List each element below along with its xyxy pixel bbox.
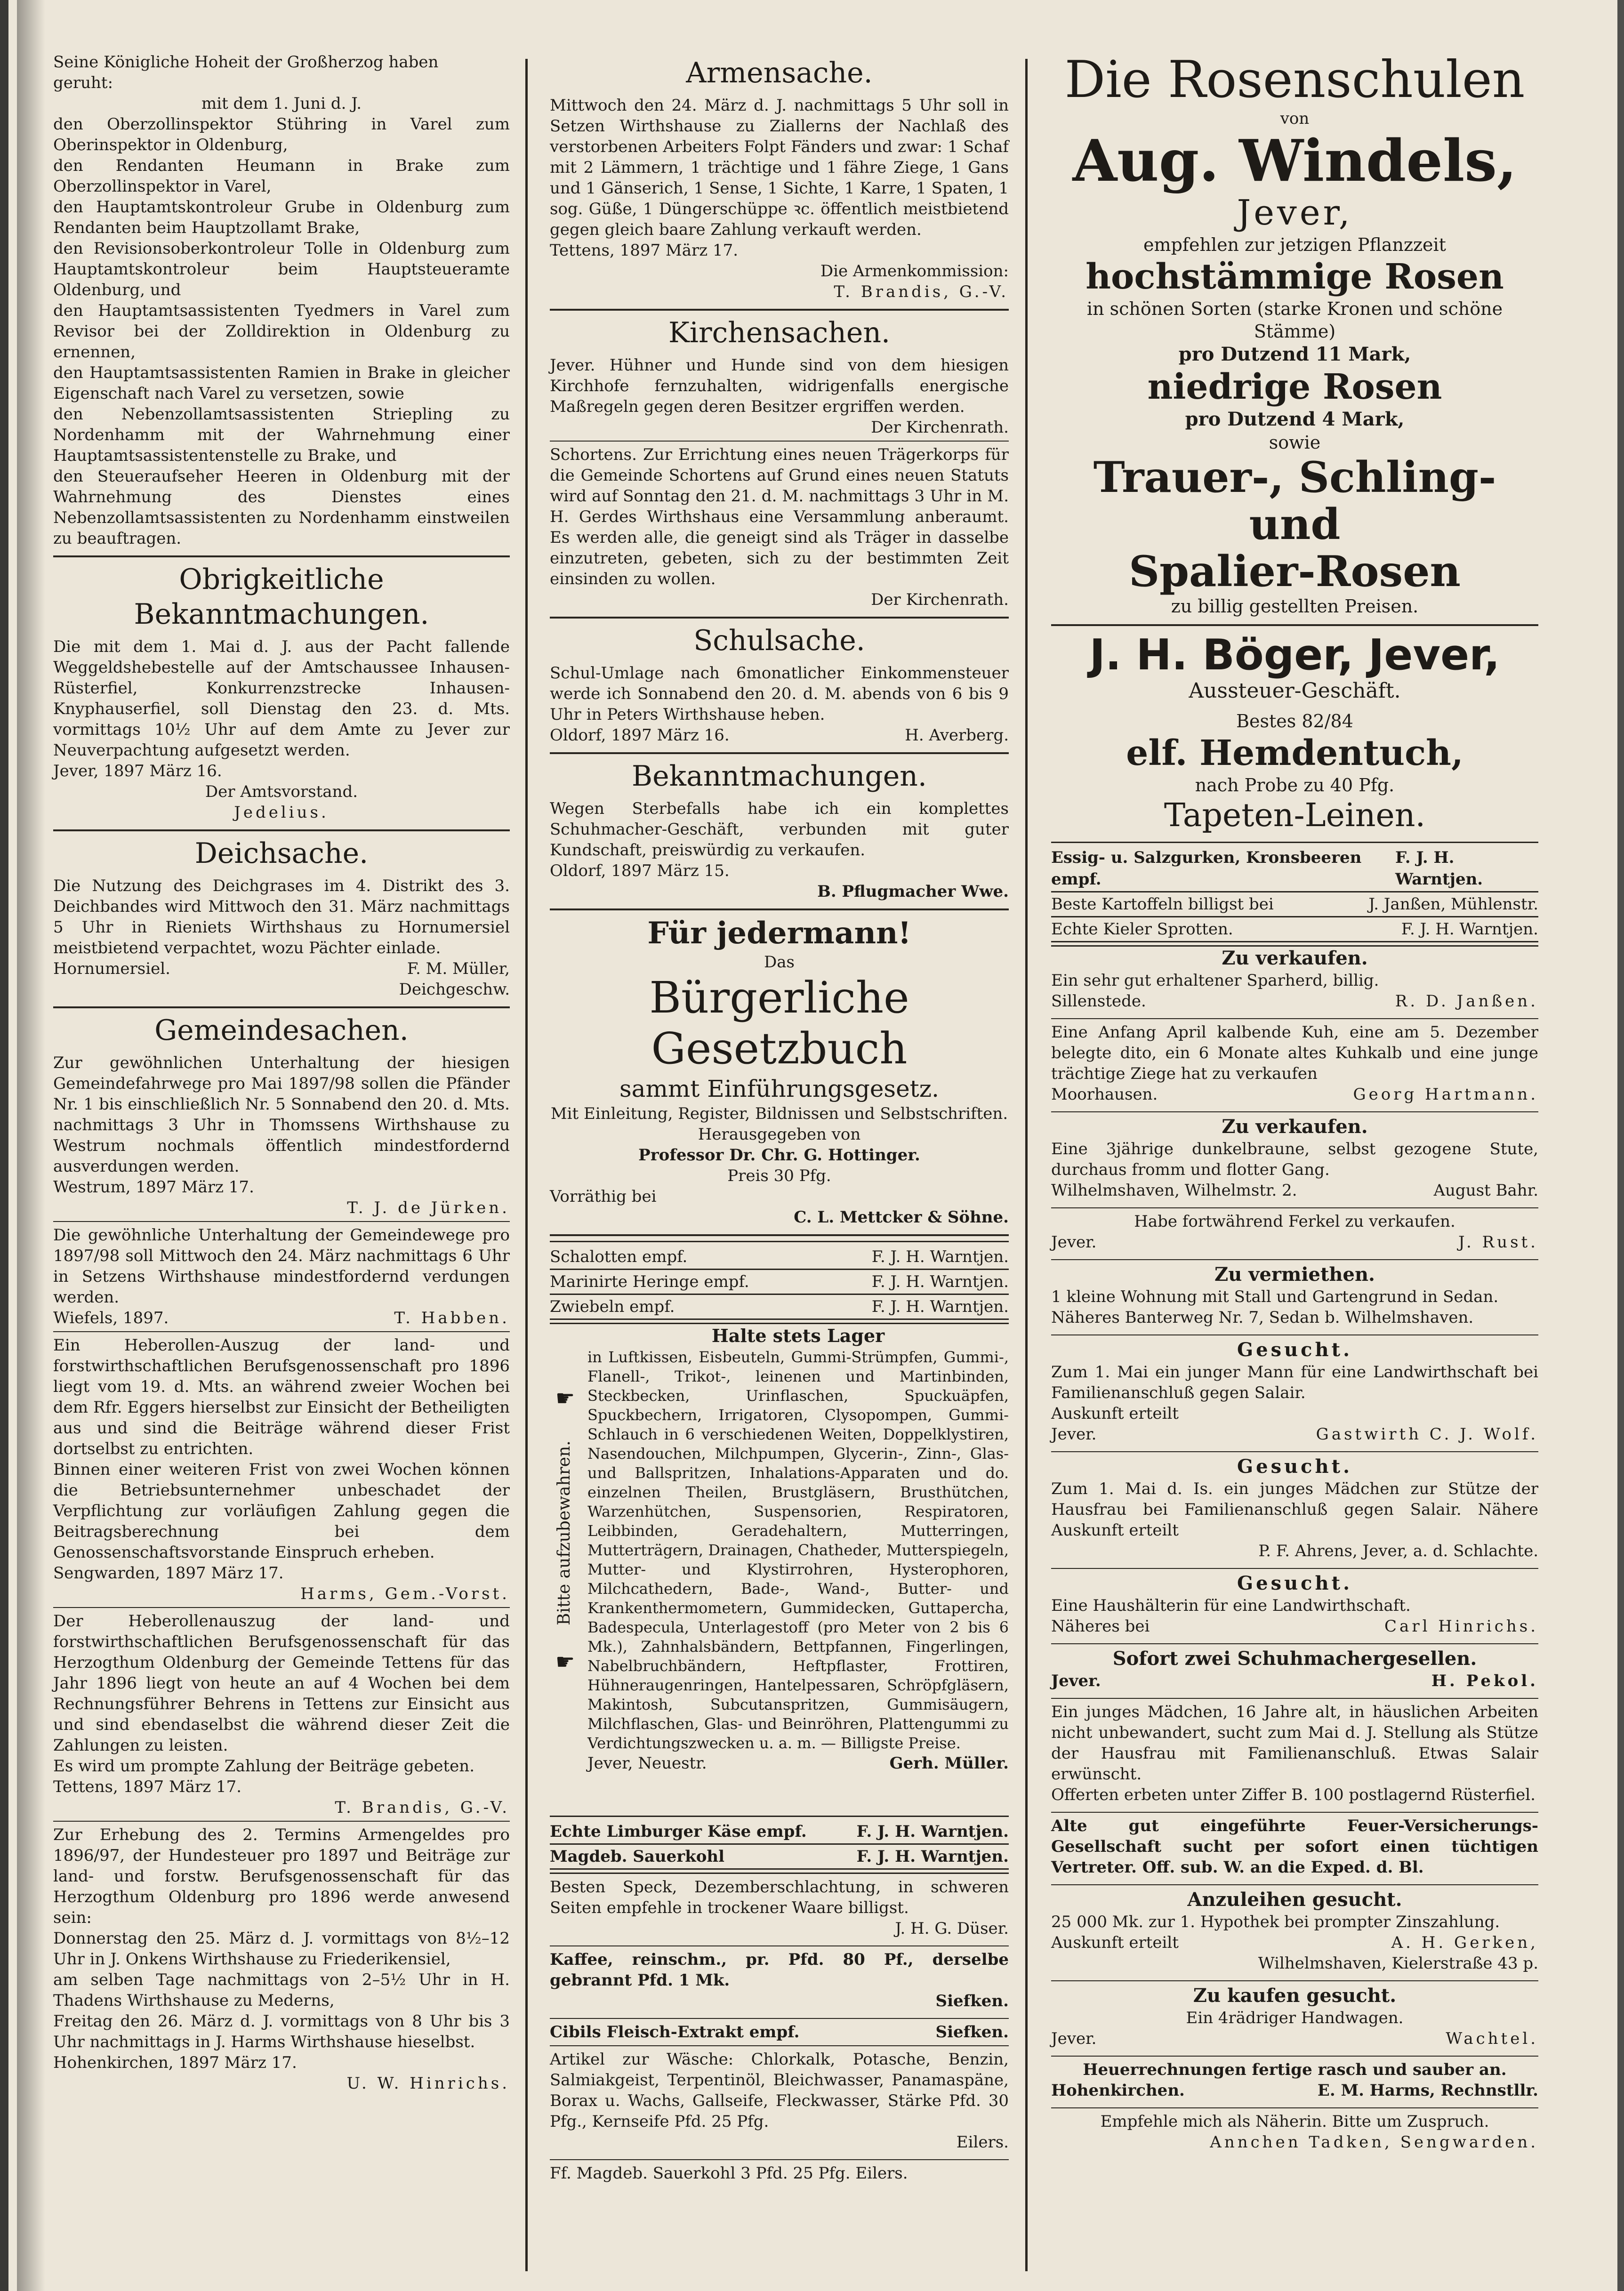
ad-item: Echte Kieler Sprotten. (1051, 920, 1233, 939)
section-title: Obrigkeitliche Bekanntmachungen. (134, 563, 429, 631)
ad-address: Wilhelmshaven, Kielerstraße 43 p. (1258, 1954, 1538, 1973)
ad-text: empfehlen zur jetzigen Pflanzzeit (1143, 234, 1446, 255)
notice-text: Es wird um prompte Zahlung der Beiträge gebeten. (53, 1757, 475, 1776)
ad-heading: Gesucht. (1237, 1572, 1353, 1594)
ad-text: Eine 3jährige dunkelbraune, selbst gezogene Stute, durchaus fromm und flotter Gang. (1051, 1140, 1538, 1179)
ad-text: Mit Einleitung, Register, Bildnissen und Selbstschriften. (550, 1104, 1008, 1123)
wanted-ad (1051, 1647, 1538, 1691)
ad-seller: C. L. Mettcker & Söhne. (794, 1208, 1009, 1227)
divider (550, 2159, 1009, 2160)
notice-signature: T. Brandis, G.-V. (834, 282, 1009, 301)
ad-contact: Gastwirth C. J. Wolf. (1316, 1425, 1538, 1444)
divider (1051, 1451, 1538, 1452)
ad-headline: Die Rosenschulen (1064, 50, 1525, 109)
ad-row (1051, 846, 1538, 892)
ad-seller: Siefken. (935, 1992, 1009, 2010)
text-line: den Oberzollinspektor Stühring in Varel zum Oberinspektor in Oldenburg, (53, 115, 510, 154)
notice-signature: Jedelius. (234, 803, 329, 822)
ad-text: Ein sehr gut erhaltener Sparherd, billig. (1051, 971, 1379, 990)
notice-date: Tettens, 1897 März 17. (550, 241, 739, 260)
ad-text: Auskunft erteilt (1051, 1404, 1179, 1423)
divider (1051, 1884, 1538, 1885)
school-notice (550, 623, 1009, 746)
pointing-hand-icon: ☛ (555, 1649, 575, 1674)
section-title: Schulsache. (693, 624, 865, 657)
divider (550, 1945, 1009, 1946)
seamstress-ad (1051, 2111, 1538, 2153)
ad-text: Offerten erbeten unter Ziffer B. 100 postlagernd Rüsterfiel. (1051, 1785, 1536, 1804)
ad-text: Besten Speck, Dezemberschlachtung, in schweren Seiten empfehle in trockener Waare billigst. (550, 1878, 1009, 1917)
ad-item: Zwiebeln empf. (550, 1297, 675, 1316)
ad-item: Schalotten empf. (550, 1247, 688, 1266)
notice-signature: Harms, Gem.-Vorst. (300, 1584, 510, 1603)
divider (1051, 1207, 1538, 1208)
piglets-ad (1051, 1211, 1538, 1253)
ad-seller: F. J. H. Warntjen. (871, 1297, 1009, 1316)
notice-text: Donnerstag den 25. März d. J. vormittags von 8½–12 Uhr in J. Onkens Wirthshause zu Friederikensiel, (53, 1929, 510, 1969)
ad-seller: F. J. H. Warntjen. (1395, 848, 1483, 889)
notice-date: Oldorf, 1897 März 15. (550, 861, 730, 880)
divider (1051, 1334, 1538, 1335)
divider (53, 1006, 510, 1008)
divider (1051, 1568, 1538, 1569)
ad-text: in schönen Sorten (starke Kronen und schöne Stämme) (1086, 298, 1503, 342)
for-sale-notice (1051, 947, 1538, 1012)
ad-text: zu billig gestellten Preisen. (1171, 596, 1419, 617)
ad-price: pro Dutzend 4 Mark, (1185, 408, 1405, 430)
ad-seller: Georg Hartmann. (1353, 1085, 1538, 1104)
notice-date: Westrum, 1897 März 17. (53, 1178, 254, 1197)
ad-text: Näheres bei (1051, 1617, 1150, 1636)
notice-signature: H. Averberg. (905, 726, 1009, 745)
divider (1051, 1980, 1538, 1981)
divider (550, 908, 1009, 910)
ad-text: Empfehle mich als Näherin. Bitte um Zuspruch. (1100, 2112, 1489, 2131)
ad-seller: J. Rust. (1458, 1233, 1538, 1252)
ad-row (550, 1820, 1009, 1845)
ad-row (550, 1270, 1009, 1295)
ad-text: in Luftkissen, Eisbeuteln, Gummi-Strümpfen, Gummi-, Flanell-, Trikot-, leinenen und Martinbinden, Steckbecken, Urinflaschen, Spuckuäpfen, Spuckbechern, Irrigatoren, Clysopompen, Gummi-Schlauch in 6 verschiedenen Weiten, Doppelklystiren, Nasendouchen, Milchpumpen, Glycerin-, Zinn-, Glas- und Ballspritzen, Inhalations-Apparaten und do. einzelnen Theilen, Brustgläsern, Brusthütchen, Warzenhütchen, Suspensorien, Respiratoren, Leibbinden, Geradehaltern, Mutterringen, Mutterträgern, Drainagen, Chatheder, Mutterspiegeln, Mutter- und Klystirrohren, Hysterophoren, Milchcathedern, Bade-, Wand-, Butter- und Krankenthermometern, Gummidecken, Guttapercha, Badespecula, Unterlagestoff (pro Meter von 2 bis 6 Mk.), Zahnhalsbändern, Bettpfannen, Fingerlingen, Nabelbruchbändern, Heftpflaster, Frottiren, Hühneraugenringen, Hantelpessaren, Schröpfgläsern, Makintosh, Subcutanspritzen, Gummisäugern, Milchflaschen, Glas- und Beinröhren, Plattengummi zu Verdichtungszwecken u. a. m. — Billigste Preise. (587, 1348, 1009, 1752)
ad-row (550, 2022, 1009, 2042)
small-ads (1051, 842, 1538, 947)
ad-text: Artikel zur Wäsche: Chlorkalk, Potasche, Benzin, Salmiakgeist, Terpentinöl, Bleichwasser, Panamaspäne, Borax u. Wachs, Gallseife, Fleckwasser, Stärke Pfd. 30 Pfg., Kernseife Pfd. 25 Pfg. (550, 2050, 1009, 2131)
ad-place: Jever. (1051, 2029, 1097, 2048)
ad-product: Tapeten-Leinen. (1164, 797, 1426, 834)
ad-place: Hohenkirchen. (1051, 2081, 1185, 2100)
ad-product: elf. Hemdentuch, (1126, 733, 1463, 773)
ad-heading: Zu verkaufen. (1222, 1116, 1368, 1138)
ad-seller: R. D. Janßen. (1395, 992, 1538, 1011)
job-seeking-ad (1051, 1702, 1538, 1805)
ad-text: Aussteuer-Geschäft. (1189, 679, 1401, 703)
ad-text: Kaffee, reinschm., pr. Pfd. 80 Pf., derselbe gebrannt Pfd. 1 Mk. (550, 1950, 1009, 1990)
sauerkohl-ad: Ff. Magdeb. Sauerkohl 3 Pfd. 25 Pfg. Eilers. (550, 2164, 908, 2183)
boeger-ad (1051, 631, 1538, 835)
ad-item: Cibils Fleisch-Extrakt empf. (550, 2023, 800, 2042)
ad-seller: Gerh. Müller. (889, 1754, 1009, 1773)
divider (1051, 1018, 1538, 1019)
ad-place: Jever. (1051, 1425, 1097, 1444)
ad-text: 1 kleine Wohnung mit Stall und Gartengrund in Sedan. (1051, 1287, 1499, 1306)
divider (53, 1221, 510, 1222)
book-ad (550, 915, 1009, 1228)
ad-seller: F. J. H. Warntjen. (1401, 920, 1538, 939)
notice-signature: T. Habben. (394, 1309, 510, 1327)
text-line: den Revisionsoberkontroleur Tolle in Oldenburg zum Hauptamtskontroleur beim Hauptsteueramte Oldenburg, und (53, 239, 510, 299)
column-middle (550, 52, 1009, 2184)
notice-date: Wiefels, 1897. (53, 1309, 169, 1327)
text-line: den Steueraufseher Heeren in Oldenburg mit der Wahrnehmung des Dienstes eines Nebenzollamtsassistenten zu Nordenhamm einstweilen zu beauftragen. (53, 467, 510, 548)
divider (1051, 1259, 1538, 1260)
aside-banner (550, 1324, 583, 1809)
divider (1051, 1111, 1538, 1112)
ad-contact: Carl Hinrichs. (1384, 1617, 1538, 1636)
notice-text: Jever. Hühner und Hunde sind von dem hiesigen Kirchhofe fernzuhalten, widrigenfalls energische Maßregeln gegen deren Besitzer ergriffen werden. (550, 356, 1009, 416)
section-title: Kirchensachen. (668, 316, 891, 349)
section-title: Gemeindesachen. (154, 1014, 409, 1047)
divider (53, 555, 510, 557)
ad-company: J. H. Böger, Jever, (1089, 630, 1500, 680)
divider (550, 441, 1009, 442)
notice-text: Die gewöhnliche Unterhaltung der Gemeindewege pro 1897/98 soll Mittwoch den 24. März nachmittags 6 Uhr in Setzens Wirthshause mindestfordernd verdungen werden. (53, 1226, 510, 1307)
notice-text: am selben Tage nachmittags von 2–5½ Uhr in H. Thadens Wirthshause zu Mederns, (53, 1970, 510, 2010)
ad-company: Aug. Windels, (1072, 127, 1517, 194)
laundry-ad (550, 2049, 1009, 2153)
ad-contact: E. M. Harms, Rechnstllr. (1317, 2081, 1538, 2100)
column-rule (1025, 59, 1028, 2271)
notice-date: Hohenkirchen, 1897 März 17. (53, 2053, 297, 2072)
ad-row (550, 1845, 1009, 1870)
ad-text: Zum 1. Mai d. Is. ein junges Mädchen zur Stütze der Hausfrau bei Familienanschluß gegen Salair. Nähere Auskunft erteilt (1051, 1479, 1538, 1540)
notice-text: Schortens. Zur Errichtung eines neuen Trägerkorps für die Gemeinde Schortens auf Grund eines neuen Statuts wird auf Sonntag den 21. d. M. nachmittags 3 Uhr in M. H. Gerdes Wirthshaus eine Versammlung anberaumt. Es werden alle, die geneigt sind als Träger in dasselbe einzutreten, gebeten, sich zu der bestimmten Zeit einsinden zu wollen. (550, 445, 1009, 588)
billing-ad (1051, 2059, 1538, 2101)
ad-seller: F. J. H. Warntjen. (856, 1847, 1009, 1866)
ad-product: hochstämmige Rosen (1085, 257, 1504, 297)
ad-heading: Anzuleihen gesucht. (1187, 1889, 1402, 1911)
divider (550, 309, 1009, 311)
notice-text: Schul-Umlage nach 6monatlicher Einkommensteuer werde ich Sonnabend den 20. d. M. abends von 6 bis 9 Uhr in Peters Wirthshause heben. (550, 664, 1009, 724)
ad-row (1051, 892, 1538, 917)
ad-text: Herausgegeben von (698, 1125, 861, 1144)
insurance-ad (1051, 1816, 1538, 1878)
church-notices (550, 315, 1009, 610)
notice-date: Sengwarden, 1897 März 17. (53, 1564, 284, 1583)
ad-product: niedrige Rosen (1147, 367, 1442, 407)
ad-heading: Zu verkaufen. (1222, 947, 1368, 969)
municipal-notices (53, 1013, 510, 2094)
ad-heading: Sofort zwei Schuhmachergesellen. (1112, 1648, 1477, 1670)
text-line: geruht: (53, 73, 113, 92)
notice-text: Zur Erhebung des 2. Termins Armengeldes pro 1896/97, der Hundesteuer pro 1897 und Beiträge zur land- und forstw. Berufsgenossenschaft für das Herzogthum Oldenburg pro 1896 werde anwesend sein: (53, 1825, 510, 1927)
notice-text: Die Nutzung des Deichgrases im 4. Distrikt des 3. Deichbandes wird Mittwoch den 31. März nachmittags 5 Uhr in Rieniets Wirthshaus zu Hornumersiel meistbietend verpachtet, wozu Pächter einlade. (53, 876, 510, 957)
column-rule (525, 59, 528, 2271)
official-notice (53, 562, 510, 823)
ad-book-title: Bürgerliche Gesetzbuch (649, 973, 909, 1074)
ad-headline: Halte stets Lager (711, 1325, 885, 1346)
ad-text: sowie (1269, 432, 1321, 453)
ad-author: Professor Dr. Chr. G. Hottinger. (638, 1146, 920, 1165)
ad-heading: Gesucht. (1237, 1339, 1353, 1361)
ad-text: 25 000 Mk. zur 1. Hypothek bei prompter Zinszahlung. (1051, 1913, 1500, 1931)
ad-item: Beste Kartoffeln billigst bei (1051, 895, 1274, 914)
ad-place: Jever. (1051, 1672, 1101, 1690)
text-line: den Nebenzollamtsassistenten Striepling zu Nordenhamm mit der Wahrnehmung einer Hauptamtsassistentenstelle zu Brake, und (53, 405, 510, 465)
ad-contact: A. H. Gerken, (1391, 1933, 1538, 1952)
notice-date: Tettens, 1897 März 17. (53, 1777, 242, 1796)
ad-seller: F. J. H. Warntjen. (871, 1247, 1009, 1266)
ad-price: pro Dutzend 11 Mark, (1178, 343, 1411, 365)
text-line: den Hauptamtskontroleur Grube in Oldenburg zum Rendanten beim Hauptzollamt Brake, (53, 198, 510, 237)
ad-item: Magdeb. Sauerkohl (550, 1847, 725, 1866)
notice-text: Ein Heberollen-Auszug der land- und forstwirthschaftlichen Berufsgenossenschaft pro 1896 liegt vom 19. d. Mts. an während zweier Wochen bei dem Rfr. Eggers hierselbst zur Einsicht der Betheiligten aus und sind die Beiträge während dieser Frist dortselbst zu entrichten. (53, 1336, 510, 1458)
ad-seller: August Bahr. (1433, 1181, 1538, 1200)
ad-seller: F. J. H. Warntjen. (856, 1822, 1009, 1841)
divider (550, 617, 1009, 619)
text-line: den Rendanten Heumann in Brake zum Oberzollinspektor in Varel, (53, 156, 510, 196)
ad-contact: H. Pekol. (1431, 1672, 1538, 1690)
ad-text: von (1280, 109, 1310, 128)
announcement (550, 759, 1009, 902)
pointing-hand-icon: ☛ (555, 1385, 575, 1411)
ad-seller: Eilers. (956, 2133, 1009, 2152)
notice-place: Hornumersiel. (53, 959, 170, 978)
ad-place: Jever, Neuestr. (587, 1754, 707, 1773)
divider (1051, 1643, 1538, 1644)
divider (53, 1331, 510, 1332)
loan-ad (1051, 1888, 1538, 1974)
ad-row (550, 1295, 1009, 1320)
notice-text: Mittwoch den 24. März d. J. nachmittags 5 Uhr soll in Setzen Wirthshause zu Ziallerns der Nachlaß des verstorbenen Arbeiters Folpt Fänders und zwar: 1 Schaf mit 2 Lämmern, 1 trächtige und 1 fähre Ziege, 1 Gans und 1 Gänserich, 1 Sense, 1 Sichte, 1 Karre, 1 Spaten, 1 sog. Güße, 1 Düngerschüppe ꝛc. öffentlich meistbietend gegen gleich baare Zahlung verkauft werden. (550, 96, 1009, 239)
notice-signature: T. J. de Jürken. (347, 1198, 510, 1217)
ad-text: Eine Haushälterin für eine Landwirthschaft. (1051, 1596, 1411, 1615)
ad-item: Essig- u. Salzgurken, Kronsbeeren empf. (1051, 848, 1362, 889)
notice-signature: T. Brandis, G.-V. (335, 1798, 510, 1817)
rental-ad (1051, 1263, 1538, 1328)
notice-text: Wegen Sterbefalls habe ich ein komplettes Schuhmacher-Geschäft, verbunden mit guter Kundschaft, preiswürdig zu verkaufen. (550, 799, 1009, 860)
section-title: Bekanntmachungen. (632, 760, 927, 793)
rose-nursery-ad (1051, 52, 1538, 618)
ad-contact: P. F. Ahrens, Jever, a. d. Schlachte. (1258, 1542, 1538, 1560)
notice-date: Oldorf, 1897 März 16. (550, 726, 730, 745)
wanted-ad (1051, 1572, 1538, 1637)
binding-shadow (17, 0, 45, 2291)
ad-item: Echte Limburger Käse empf. (550, 1822, 807, 1841)
ad-place: Moorhausen. (1051, 1085, 1158, 1104)
medical-supplies-ad (550, 1324, 1009, 1809)
notice-text: Freitag den 26. März d. J. vormittags von 8 Uhr bis 3 Uhr nachmittags in J. Harms Wirthshause hieselbst. (53, 2012, 510, 2051)
ad-text: Bestes 82/84 (1236, 711, 1353, 732)
ad-text: Ein junges Mädchen, 16 Jahre alt, in häuslichen Arbeiten nicht unbewandert, sucht zum Mai d. J. Stellung als Stütze der Hausfrau mit Familienanschluß. Etwas Salair erwünscht. (1051, 1703, 1538, 1784)
ad-text: Ein 4rädriger Handwagen. (1186, 2009, 1404, 2027)
notice-signature: Der Kirchenrath. (871, 590, 1009, 609)
ad-heading: Zu kaufen gesucht. (1193, 1985, 1397, 2007)
notice-text: Zur gewöhnlichen Unterhaltung der hiesigen Gemeindefahrwege pro Mai 1897/98 sollen die Pfänder Nr. 1 bis einschließlich Nr. 5 Sonnabend den 20. d. Mts. nachmittags 3 Uhr in Thomssens Wirthshause zu Westrum nochmals öffentlich mindestfordernd ausverdungen werden. (53, 1053, 510, 1176)
ad-item: Marinirte Heringe empf. (550, 1272, 749, 1291)
ad-place: Wilhelmshaven, Wilhelmstr. 2. (1051, 1181, 1297, 1200)
ad-row (550, 1245, 1009, 1270)
notice-text: Binnen einer weiteren Frist von zwei Wochen können die Betriebsunternehmer unbeschadet der Verpflichtung zur vorläufigen Zahlung gegen die Beitragsberechnung bei dem Genossenschaftsvorstande Einspruch erheben. (53, 1460, 510, 1562)
ad-text: Habe fortwährend Ferkel zu verkaufen. (1134, 1212, 1455, 1231)
divider (1051, 2056, 1538, 2057)
ad-text: Alte gut eingeführte Feuer-Versicherungs-Gesellschaft sucht per sofort einen tüchtigen Vertreter. Off. sub. W. an die Exped. d. Bl. (1051, 1817, 1538, 1877)
divider (53, 1607, 510, 1608)
notice-office: Der Amtsvorstand. (205, 782, 358, 801)
ad-contact: Annchen Tadken, Sengwarden. (1210, 2133, 1538, 2152)
section-title: Armensache. (686, 56, 873, 89)
divider (1051, 2107, 1538, 2108)
ad-text: Zum 1. Mai ein junger Mann für eine Landwirthschaft bei Familienanschluß gegen Salair. (1051, 1363, 1538, 1402)
notice-signature: Der Kirchenrath. (871, 418, 1009, 437)
divider (550, 1234, 1009, 1236)
text-line: mit dem 1. Juni d. J. (201, 94, 362, 113)
notice-office: Die Armenkommission: (820, 262, 1009, 281)
divider (1051, 624, 1538, 626)
purchase-ad (1051, 1984, 1538, 2049)
divider (550, 2045, 1009, 2046)
poor-relief-notice (550, 56, 1009, 302)
ad-text: Eine Anfang April kalbende Kuh, eine am 5. Dezember belegte dito, ein 6 Monate altes Kuhkalb und eine junge trächtige Ziege hat zu verkaufen (1051, 1023, 1538, 1083)
ad-price: nach Probe zu 40 Pfg. (1195, 775, 1395, 796)
ad-text: Auskunft erteilt (1051, 1933, 1179, 1952)
ad-text: Vorräthig bei (550, 1187, 657, 1206)
ad-product: Trauer-, Schling- und (1093, 452, 1496, 549)
ad-row (1051, 917, 1538, 942)
aside-text: Bitte aufzubewahren. (555, 1440, 574, 1625)
ad-headline: Für jedermann! (647, 916, 911, 951)
ad-subtitle: sammt Einführungsgesetz. (619, 1075, 940, 1102)
ad-product: Spalier-Rosen (1129, 547, 1461, 596)
small-ads (550, 1241, 1009, 1324)
notice-text: Der Heberollenauszug der land- und forstwirthschaftlichen Berufsgenossenschaft für das Herzogthum Oldenburg der Gemeinde Tettens für das Jahr 1896 liegt von heute an auf 4 Wochen bei dem Rechnungsführer Behrens in Tettens zur Einsicht aus und sind ebendaselbst die während dieser Zeit die Zahlungen zu leisten. (53, 1612, 510, 1755)
ad-heading: Zu vermiethen. (1214, 1263, 1375, 1286)
notice-signature: B. Pflugmacher Wwe. (817, 882, 1009, 901)
ad-text: Näheres Banterweg Nr. 7, Sedan b. Wilhelmshaven. (1051, 1308, 1474, 1327)
section-title: Deichsache. (194, 837, 369, 870)
ad-place: Jever. (1051, 1233, 1097, 1252)
notice-signature: F. M. Müller, (407, 959, 510, 978)
ad-contact: Wachtel. (1446, 2029, 1538, 2048)
text-line: den Hauptamtsassistenten Tyedmers in Varel zum Revisor bei der Zolldirektion in Oldenburg zu ernennen, (53, 301, 510, 362)
divider (550, 2018, 1009, 2019)
coffee-ad (550, 1949, 1009, 2011)
horse-ad (1051, 1115, 1538, 1201)
text-line: Seine Königliche Hoheit der Großherzog haben (53, 53, 439, 72)
ad-town: Jever, (1237, 193, 1353, 233)
column-left (53, 52, 510, 2100)
text-line: den Hauptamtsassistenten Ramien in Brake in gleicher Eigenschaft nach Varel zu versetzen, sowie (53, 363, 510, 403)
ad-seller: Siefken. (935, 2023, 1009, 2042)
appointment-notice (53, 52, 510, 549)
newspaper-page (8, 0, 1617, 2291)
divider (53, 1821, 510, 1822)
notice-role: Deichgeschw. (399, 980, 510, 999)
notice-signature: U. W. Hinrichs. (346, 2074, 510, 2093)
wanted-ad (1051, 1338, 1538, 1445)
divider (1051, 1698, 1538, 1699)
ad-text: Das (764, 953, 795, 972)
wanted-ad (1051, 1455, 1538, 1561)
dike-notice (53, 836, 510, 1000)
notice-text: Die mit dem 1. Mai d. J. aus der Pacht fallende Weggeldshebestelle auf der Amtschaussee Inhausen-Rüsterfiel, Konkurrenzstrecke Inhausen-Knyphauserfiel, soll Dienstag den 23. d. Mts. vormittags 10½ Uhr auf dem Amte zu Jever zur Neuverpachtung aufgesetzt werden. (53, 637, 510, 760)
ad-seller: J. Janßen, Mühlenstr. (1368, 895, 1538, 914)
small-ads (550, 1816, 1009, 1874)
notice-date: Jever, 1897 März 16. (53, 762, 222, 780)
livestock-ad (1051, 1022, 1538, 1105)
ad-place: Sillenstede. (1051, 992, 1146, 1011)
column-right (1051, 52, 1538, 2159)
ad-text: Heuerrechnungen fertige rasch und sauber an. (1083, 2060, 1507, 2079)
ad-heading: Gesucht. (1237, 1455, 1353, 1478)
ad-seller: F. J. H. Warntjen. (871, 1272, 1009, 1291)
ad-seller: J. H. G. Düser. (895, 1919, 1009, 1938)
page-edge (0, 0, 8, 2291)
divider (53, 829, 510, 831)
ad-price: Preis 30 Pfg. (727, 1166, 831, 1185)
divider (1051, 1812, 1538, 1813)
speck-ad (550, 1877, 1009, 1939)
divider (550, 752, 1009, 754)
